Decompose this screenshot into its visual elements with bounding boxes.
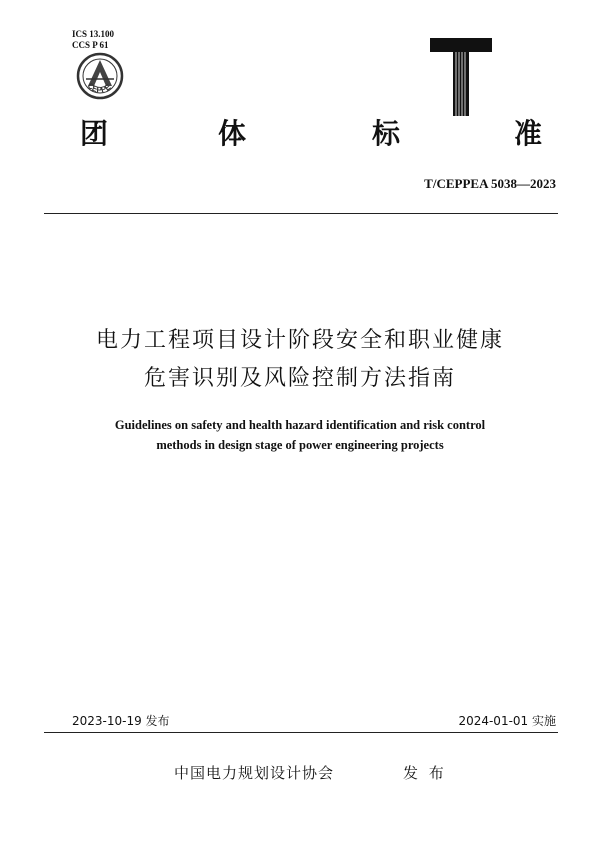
heading-char-3: 标 bbox=[372, 117, 401, 150]
heading-char-2: 体 bbox=[218, 117, 247, 150]
heading-char-4: 准 bbox=[514, 117, 543, 150]
ccs-code: CCS P 61 bbox=[72, 40, 109, 50]
issue-action: 发 布 bbox=[403, 764, 447, 782]
top-divider bbox=[44, 213, 558, 214]
association-logo bbox=[76, 52, 124, 100]
svg-text:T: T bbox=[426, 36, 427, 37]
title-en-line-1: Guidelines on safety and health hazard identification and risk control bbox=[114, 418, 486, 432]
heading-char-1: 团 bbox=[80, 117, 109, 150]
issuer-name: 中国电力规划设计协会 bbox=[174, 764, 335, 782]
ics-code: ICS 13.100 bbox=[72, 29, 115, 39]
ceppe-logo-icon bbox=[76, 52, 124, 100]
publish-date: 2023-10-19 发布 bbox=[72, 714, 170, 728]
bottom-divider bbox=[44, 732, 558, 733]
standard-number: T/CEPPEA 5038—2023 bbox=[424, 176, 556, 191]
implement-date: 2024-01-01 实施 bbox=[458, 714, 556, 728]
title-en-line-2: methods in design stage of power engineering projects bbox=[156, 438, 444, 452]
logo-text: CEPPE bbox=[85, 81, 113, 95]
title-cn-line-2: 危害识别及风险控制方法指南 bbox=[143, 366, 456, 391]
title-cn-line-1: 电力工程项目设计阶段安全和职业健康 bbox=[95, 328, 504, 353]
standard-type-letter bbox=[426, 36, 496, 118]
